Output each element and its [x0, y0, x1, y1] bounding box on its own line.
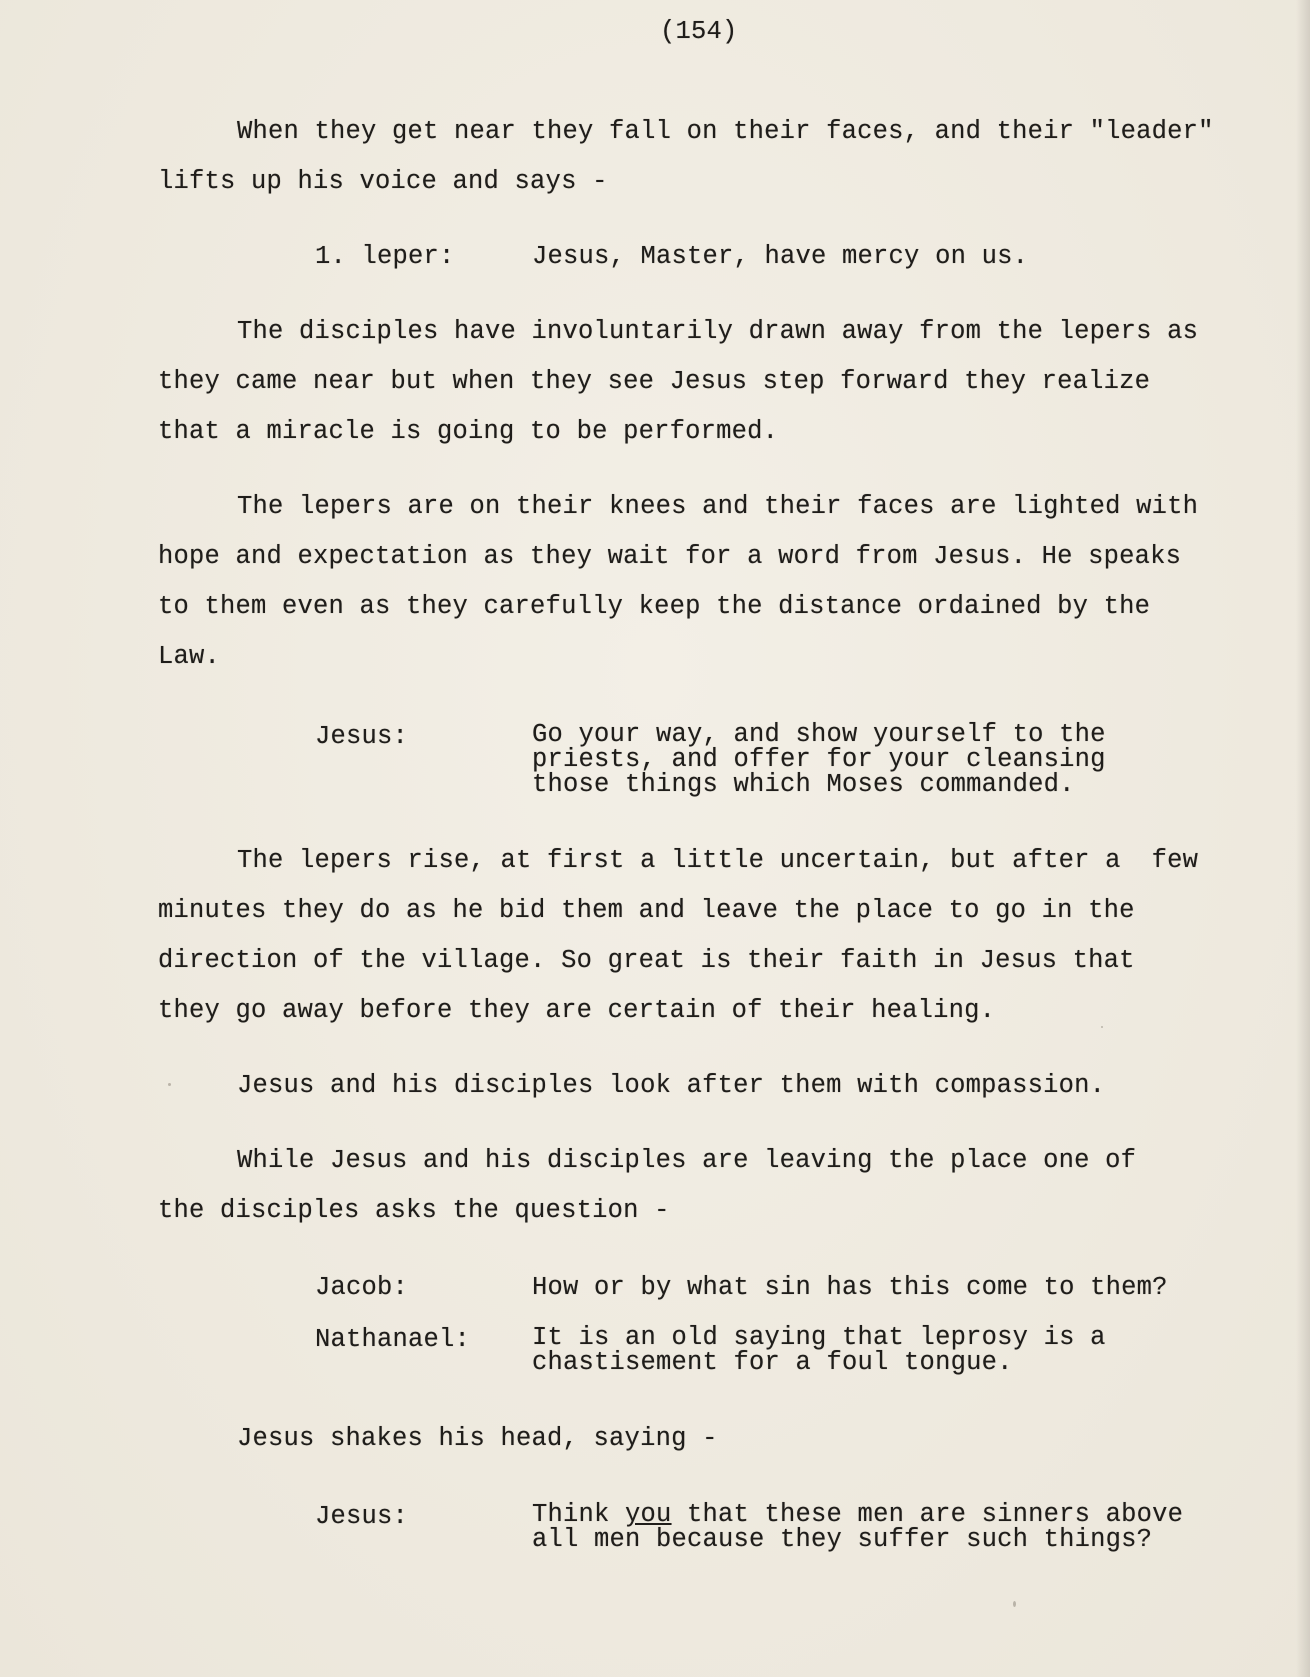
paragraph-line: Jesus shakes his head, saying - — [237, 1424, 718, 1453]
page-number: (154) — [660, 17, 738, 46]
paragraph-line: lifts up his voice and says - — [158, 167, 608, 196]
dialogue-line: Go your way, and show yourself to the — [532, 720, 1106, 749]
dialogue-text: Think — [532, 1500, 626, 1529]
paragraph-line: Jesus and his disciples look after them with compassion. — [237, 1071, 1106, 1100]
dialogue-line: chastisement for a foul tongue. — [532, 1348, 1013, 1377]
paragraph-line: to them even as they carefully keep the distance ordained by the — [158, 592, 1151, 621]
dialogue-speaker: 1. leper: — [315, 242, 455, 271]
dialogue-line: those things which Moses commanded. — [532, 770, 1075, 799]
dialogue-speaker: Jesus: — [315, 1502, 409, 1531]
paragraph-line: the disciples asks the question - — [158, 1196, 670, 1225]
paragraph-line: When they get near they fall on their faces, and their "leader" — [237, 117, 1214, 146]
dialogue-line: all men because they suffer such things? — [532, 1525, 1153, 1554]
dialogue-speaker: Nathanael: — [315, 1325, 471, 1354]
scan-speck — [1101, 1026, 1103, 1028]
dialogue-line: It is an old saying that leprosy is a — [532, 1323, 1106, 1352]
paragraph-line: Law. — [158, 642, 221, 671]
scan-speck — [1013, 1601, 1016, 1607]
dialogue-line — [532, 1502, 1183, 1528]
scan-speck — [168, 1083, 171, 1086]
emphasized-word: you — [625, 1500, 672, 1529]
paragraph-line: The lepers are on their knees and their faces are lighted with — [237, 492, 1199, 521]
paragraph-line: direction of the village. So great is their faith in Jesus that — [158, 946, 1135, 975]
dialogue-text: that these men are sinners above — [671, 1500, 1184, 1529]
paragraph-line: The disciples have involuntarily drawn away from the lepers as — [237, 317, 1199, 346]
paragraph-line: hope and expectation as they wait for a word from Jesus. He speaks — [158, 542, 1182, 571]
paragraph-line: The lepers rise, at first a little uncertain, but after a few — [237, 846, 1199, 875]
paragraph-line: they came near but when they see Jesus step forward they realize — [158, 367, 1151, 396]
paragraph-line: that a miracle is going to be performed. — [158, 417, 779, 446]
paragraph-line: While Jesus and his disciples are leaving the place one of — [237, 1146, 1137, 1175]
paragraph-line: minutes they do as he bid them and leave the place to go in the — [158, 896, 1135, 925]
dialogue-line: Jesus, Master, have mercy on us. — [532, 242, 1029, 271]
paragraph-line: they go away before they are certain of their healing. — [158, 996, 996, 1025]
dialogue-speaker: Jacob: — [315, 1273, 409, 1302]
dialogue-line: priests, and offer for your cleansing — [532, 745, 1106, 774]
page-edge-shadow — [1296, 0, 1310, 1677]
dialogue-line: How or by what sin has this come to them? — [532, 1273, 1168, 1302]
dialogue-speaker: Jesus: — [315, 722, 409, 751]
